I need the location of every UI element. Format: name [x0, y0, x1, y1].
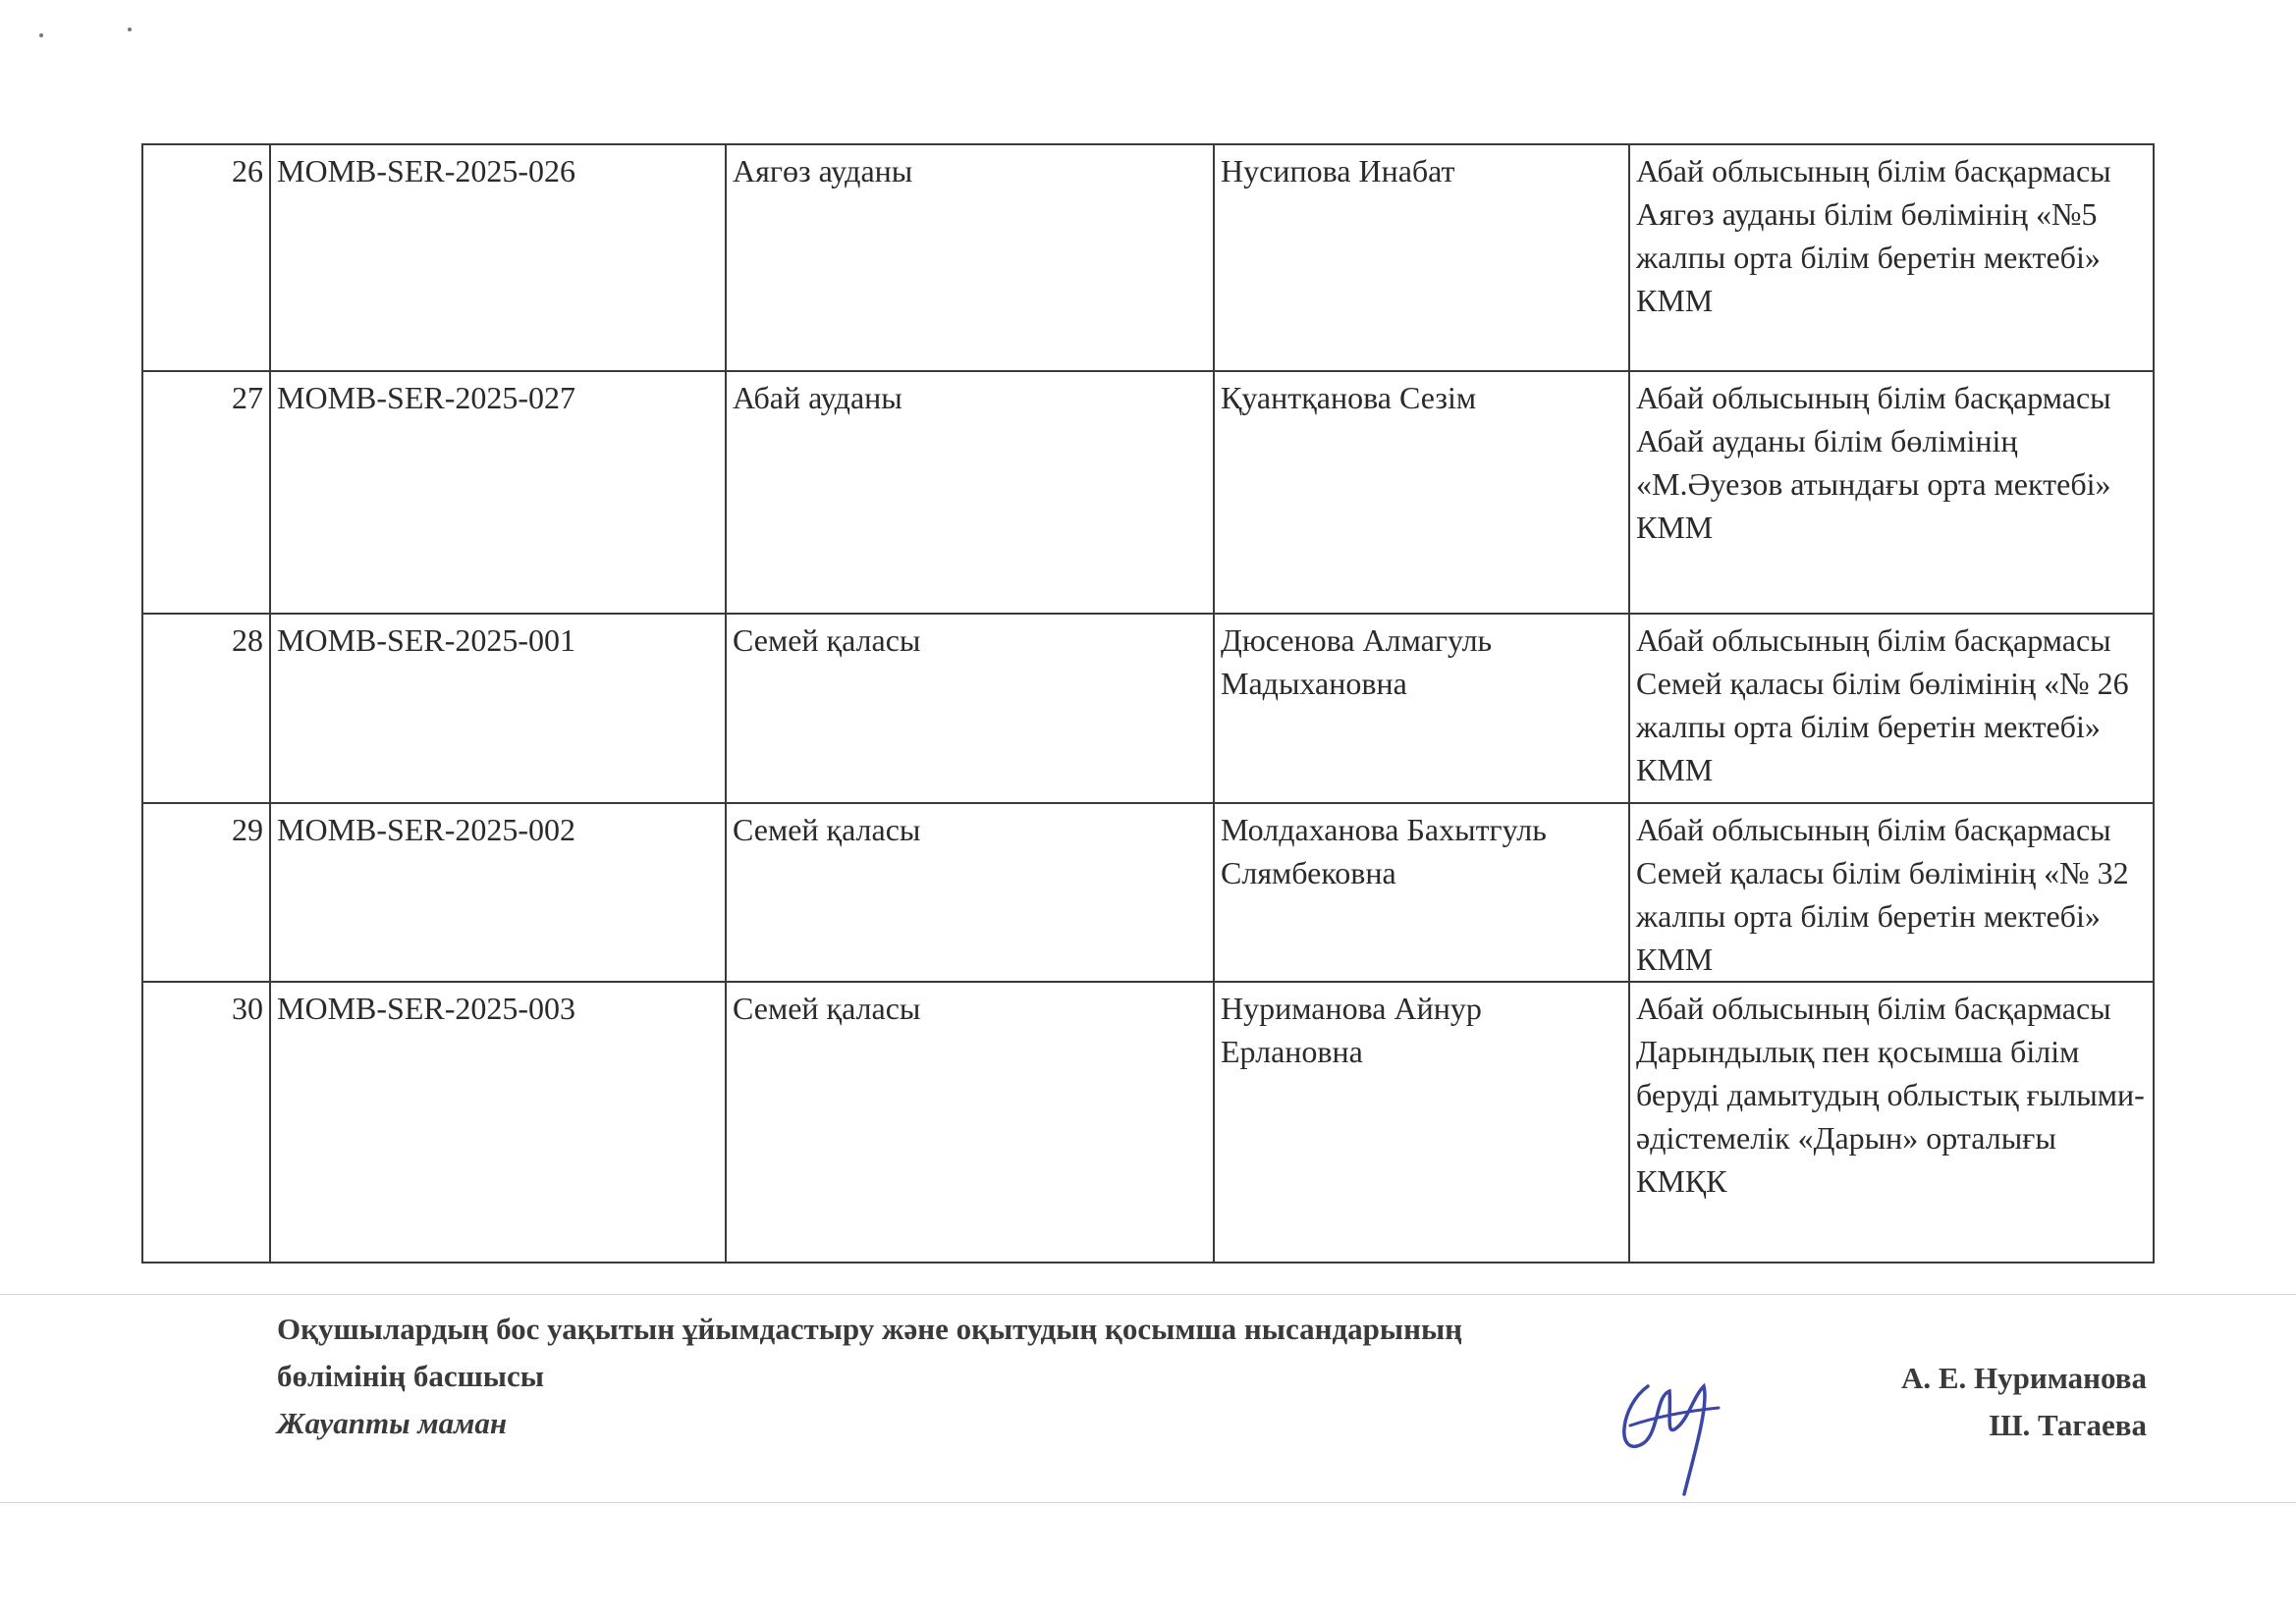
- row-number: 27: [142, 371, 270, 614]
- signatory-roles: [277, 1306, 1671, 1447]
- row-code: MOMB-SER-2025-002: [270, 803, 726, 982]
- row-code: MOMB-SER-2025-026: [270, 144, 726, 371]
- row-organization: Абай облысының білім басқармасы Дарындылық пен қосымша білім беруді дамытудың облыстық ғылыми-әдістемелік «Дарын» орталығы КМҚК: [1629, 982, 2154, 1263]
- row-organization: Абай облысының білім басқармасы Абай ауданы білім бөлімінің «М.Әуезов атындағы орта мектебі» КММ: [1629, 371, 2154, 614]
- row-number: 29: [142, 803, 270, 982]
- row-code: MOMB-SER-2025-003: [270, 982, 726, 1263]
- table-row: [142, 803, 2154, 982]
- row-number: 30: [142, 982, 270, 1263]
- scan-speck: [128, 27, 132, 31]
- row-district: Семей қаласы: [726, 803, 1214, 982]
- row-number: 26: [142, 144, 270, 371]
- table-row: [142, 982, 2154, 1263]
- handwritten-signature: [1611, 1367, 1728, 1504]
- row-organization: Абай облысының білім басқармасы Аягөз ауданы білім бөлімінің «№5 жалпы орта білім беретін мектебі» КММ: [1629, 144, 2154, 371]
- row-number: 28: [142, 614, 270, 803]
- department-head-title-line1: Оқушылардың бос уақытын ұйымдастыру және оқытудың қосымша нысандарының: [277, 1312, 1463, 1346]
- table-row: [142, 371, 2154, 614]
- row-district: Семей қаласы: [726, 614, 1214, 803]
- department-head-title-line2: бөлімінің басшысы: [277, 1359, 544, 1393]
- scan-line: [0, 1502, 2296, 1503]
- row-code: MOMB-SER-2025-001: [270, 614, 726, 803]
- row-person-name: Қуантқанова Сезім: [1214, 371, 1629, 614]
- row-person-name: Дюсенова Алмагуль Мадыхановна: [1214, 614, 1629, 803]
- row-district: Семей қаласы: [726, 982, 1214, 1263]
- row-district: Абай ауданы: [726, 371, 1214, 614]
- row-organization: Абай облысының білім басқармасы Семей қаласы білім бөлімінің «№ 26 жалпы орта білім беретін мектебі» КММ: [1629, 614, 2154, 803]
- table-row: [142, 144, 2154, 371]
- responsible-specialist-title: Жауапты маман: [277, 1406, 508, 1440]
- scan-line: [0, 1294, 2296, 1295]
- department-head-name: А. Е. Нуриманова: [1900, 1361, 2147, 1395]
- scan-speck: [39, 33, 43, 37]
- row-person-name: Нусипова Инабат: [1214, 144, 1629, 371]
- row-person-name: Нуриманова Айнур Ерлановна: [1214, 982, 1629, 1263]
- row-code: MOMB-SER-2025-027: [270, 371, 726, 614]
- row-district: Аягөз ауданы: [726, 144, 1214, 371]
- signatory-names: [1901, 1355, 2147, 1449]
- row-person-name: Молдаханова Бахытгуль Слямбековна: [1214, 803, 1629, 982]
- row-organization: Абай облысының білім басқармасы Семей қаласы білім бөлімінің «№ 32 жалпы орта білім беретін мектебі» КММ: [1629, 803, 2154, 982]
- participants-table: [141, 143, 2155, 1264]
- table-row: [142, 614, 2154, 803]
- responsible-specialist-name: Ш. Тагаева: [1989, 1408, 2147, 1442]
